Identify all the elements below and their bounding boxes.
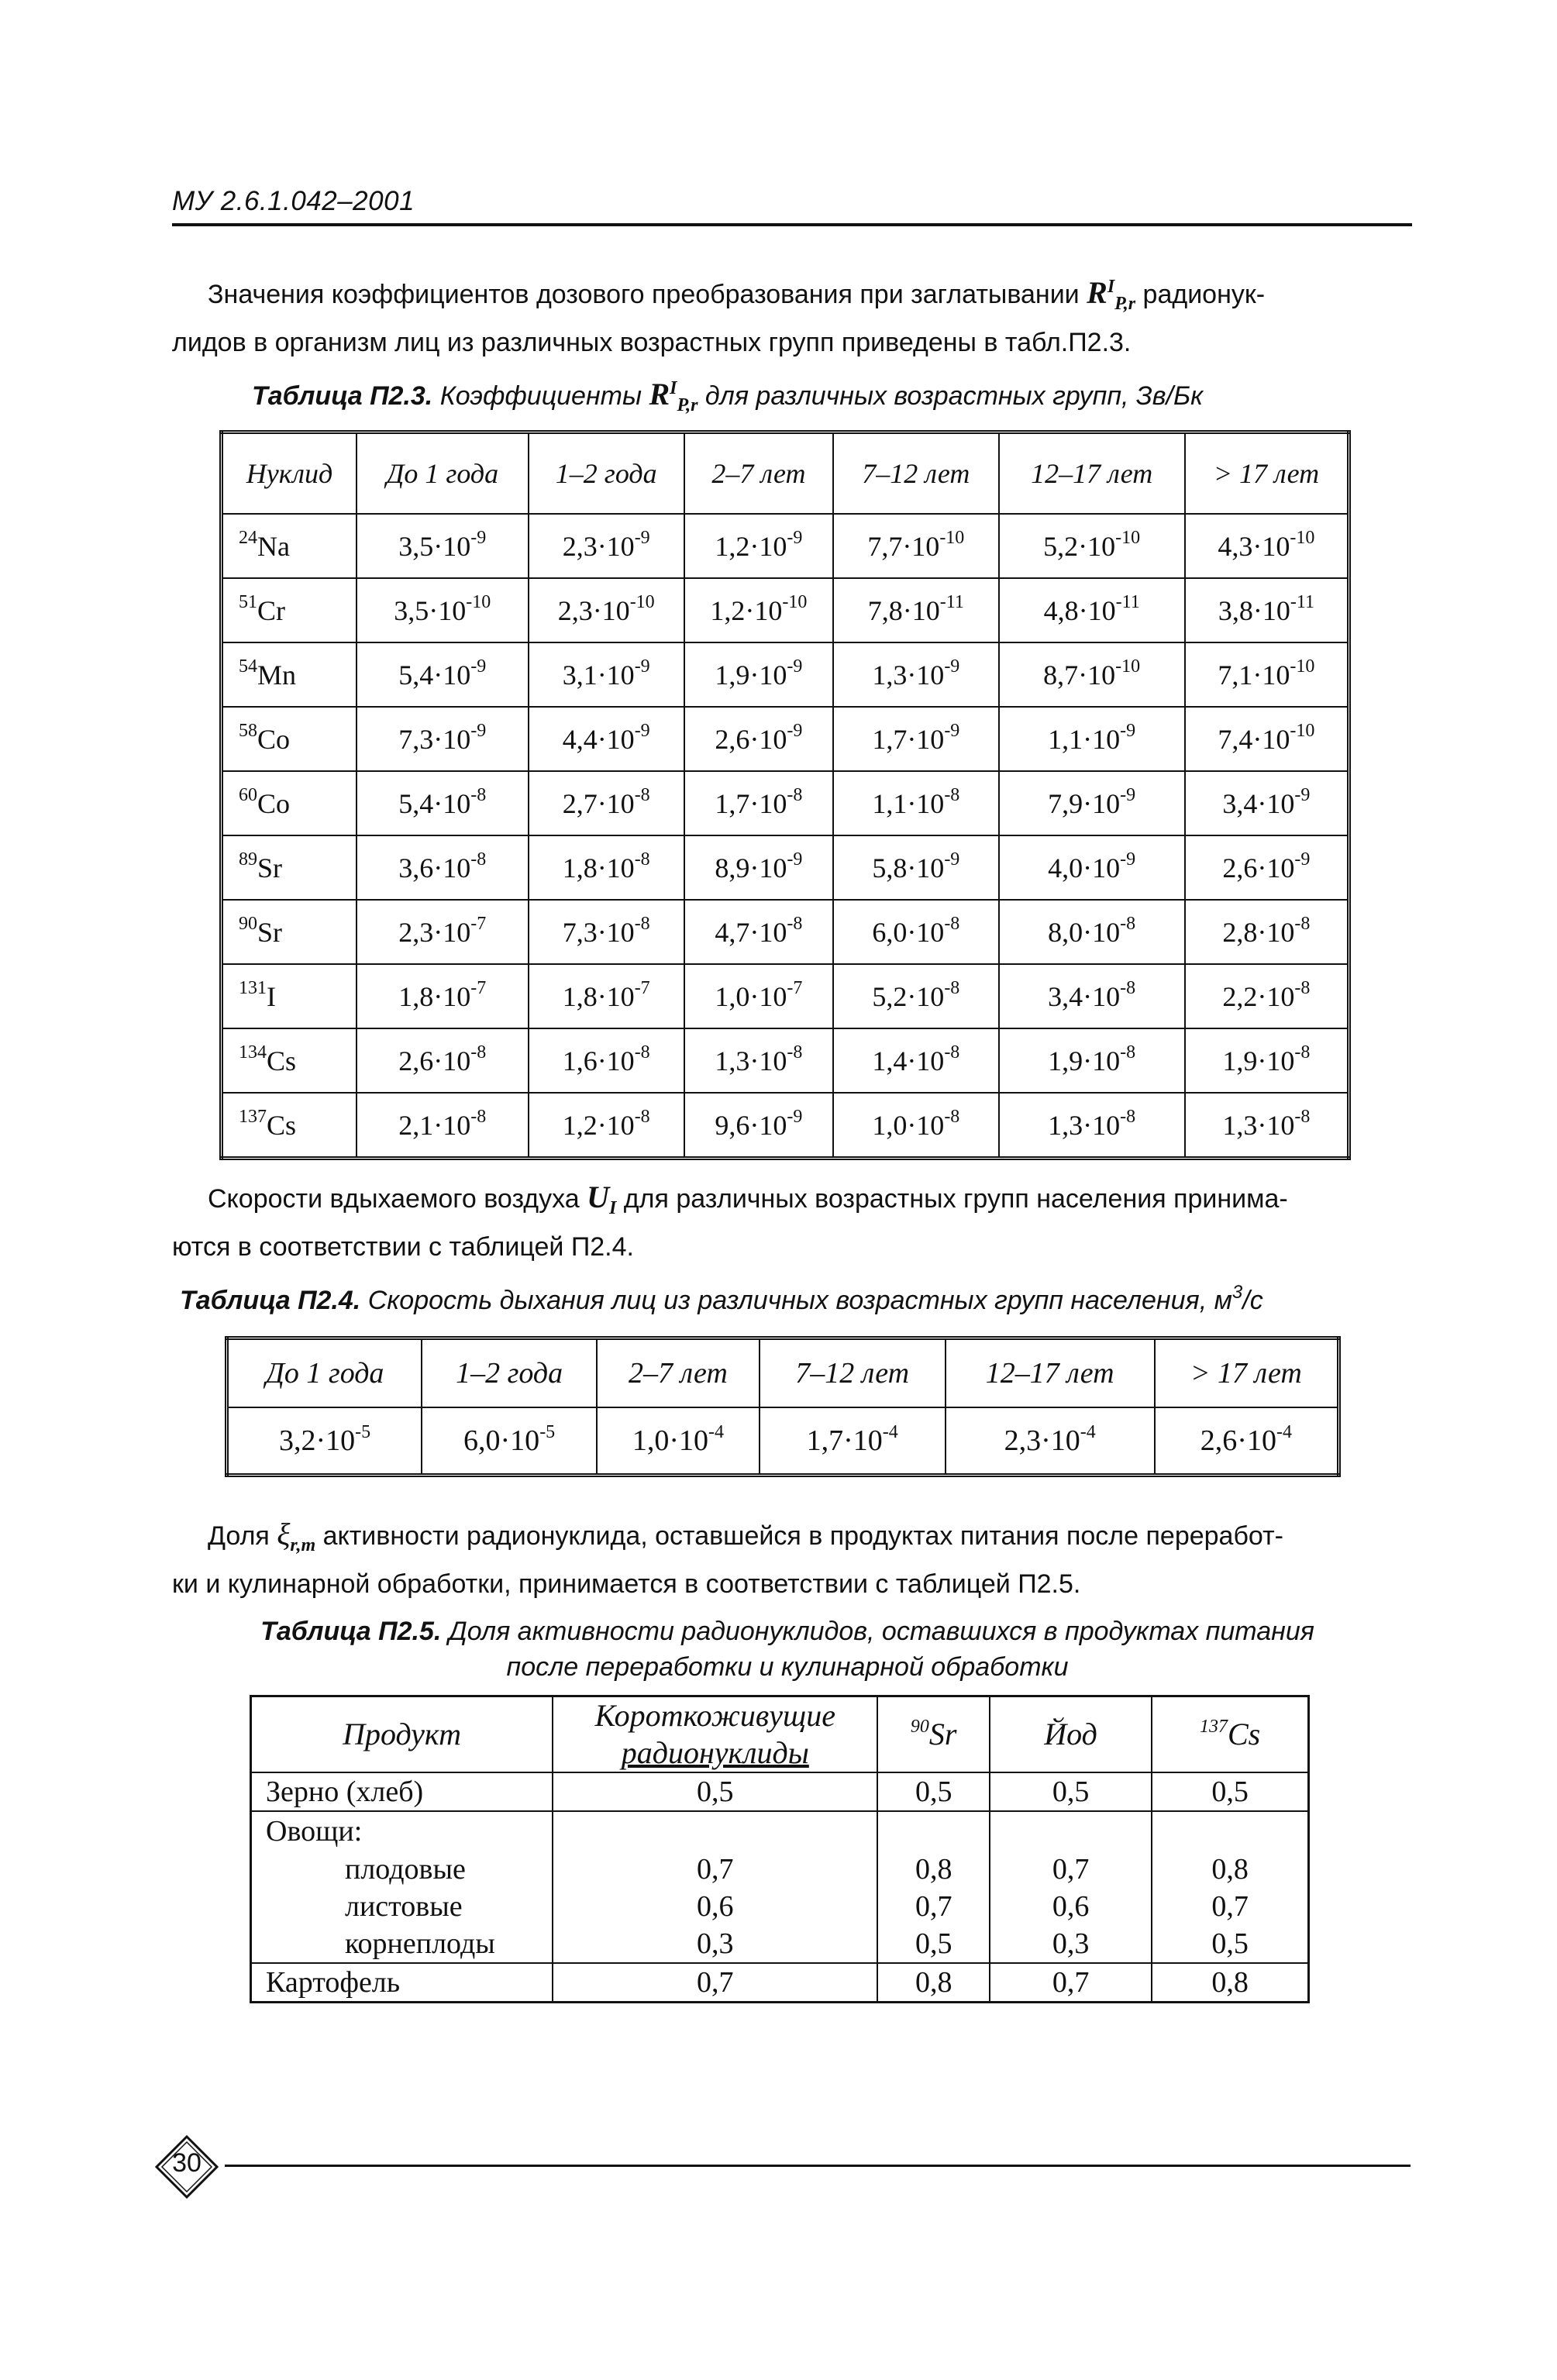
- paragraph-line: ки и кулинарной обработки, принимается в соответствии с таблицей П2.5.: [172, 1569, 1081, 1599]
- table-row: [227, 1407, 1339, 1476]
- paragraph-intro-t5: [172, 1515, 1409, 1603]
- document-code: МУ 2.6.1.042–2001: [172, 186, 415, 216]
- header-cell: До 1 года: [227, 1338, 422, 1408]
- table-cell: $2,3\cdot 10^{-9}$: [529, 514, 684, 578]
- header-cell: 7–12 лет: [833, 432, 998, 515]
- table-row: [251, 1888, 1309, 1925]
- paragraph-text: Скорости вдыхаемого воздуха: [208, 1184, 580, 1214]
- table-cell: 0,8: [877, 1963, 990, 2003]
- table-cell: $7,8\cdot 10^{-11}$: [833, 578, 998, 642]
- table-cell: $1,1\cdot 10^{-9}$: [999, 707, 1185, 771]
- table-cell: $2,2\cdot 10^{-8}$: [1185, 964, 1349, 1028]
- table-cell: 0,6: [553, 1888, 877, 1925]
- table-cell: $8,7\cdot 10^{-10}$: [999, 642, 1185, 707]
- table-cell: $7,4\cdot 10^{-10}$: [1185, 707, 1349, 771]
- table-cell: $3,5\cdot 10^{-9}$: [357, 514, 529, 578]
- table-activity-fraction: [250, 1695, 1310, 2003]
- paragraph-line: лидов в организм лиц из различных возрастных групп приведены в табл.П2.3.: [172, 328, 1132, 357]
- table-dose-coefficients: [219, 430, 1351, 1160]
- table5-caption: Таблица П2.5. Доля активности радионуклидов, оставшихся в продуктах питания после переработки и кулинарной обработки: [260, 1617, 1314, 1682]
- table-cell: 0,5: [990, 1772, 1152, 1811]
- table-cell: $1,9\cdot 10^{-8}$: [1185, 1028, 1349, 1093]
- table-cell: $8,9\cdot 10^{-9}$: [684, 835, 833, 900]
- header-cell: 12–17 лет: [999, 432, 1185, 515]
- header-cell: 2–7 лет: [597, 1338, 760, 1408]
- table-cell: [877, 1811, 990, 1851]
- header-cell: Йод: [990, 1696, 1152, 1773]
- table-row: [251, 1851, 1309, 1888]
- table-cell: 0,5: [877, 1925, 990, 1963]
- table-cell: $1,1\cdot 10^{-8}$: [833, 771, 998, 835]
- table-cell: $4,0\cdot 10^{-9}$: [999, 835, 1185, 900]
- table-row: [222, 1028, 1349, 1093]
- product-group: Овощи:: [251, 1811, 553, 1851]
- table-cell: $4,3\cdot 10^{-10}$: [1185, 514, 1349, 578]
- table-row: [222, 964, 1349, 1028]
- table-cell: $2,6\cdot 10^{-9}$: [1185, 835, 1349, 900]
- paragraph-text: активности радионуклида, оставшейся в продуктах питания после переработ-: [322, 1521, 1283, 1551]
- header-cell: Продукт: [251, 1696, 553, 1773]
- table-cell: $2,6\cdot 10^{-8}$: [357, 1028, 529, 1093]
- table-cell: $7,3\cdot 10^{-9}$: [357, 707, 529, 771]
- table4-caption: Таблица П2.4. Скорость дыхания лиц из различных возрастных групп населения, $м^3/с$: [180, 1282, 1263, 1315]
- paragraph-line: ются в соответствии с таблицей П2.4.: [172, 1232, 634, 1262]
- paragraph-text: для различных возрастных групп населения принима-: [623, 1184, 1288, 1214]
- footer-rule: [225, 2165, 1411, 2167]
- paragraph-text: Значения коэффициентов дозового преобразования при заглатывании: [208, 280, 1080, 309]
- table-cell: 0,5: [1152, 1772, 1308, 1811]
- table-cell: 0,8: [877, 1851, 990, 1888]
- header-cell: 2–7 лет: [684, 432, 833, 515]
- table3-caption: Таблица П2.3. Коэффициенты $R^I_{P,r}$ для различных возрастных групп, Зв/Бк: [252, 377, 1204, 415]
- header-cell: До 1 года: [357, 432, 529, 515]
- table-cell: $1,2\cdot 10^{-8}$: [529, 1093, 684, 1159]
- table-cell: 0,7: [877, 1888, 990, 1925]
- table-cell: $2,6\cdot 10^{-4}$: [1155, 1407, 1339, 1476]
- header-cell: $^{137}$Cs: [1152, 1696, 1308, 1773]
- table-cell: $2,7\cdot 10^{-8}$: [529, 771, 684, 835]
- table-cell: $3,1\cdot 10^{-9}$: [529, 642, 684, 707]
- table-cell: $1,8\cdot 10^{-8}$: [529, 835, 684, 900]
- table-header-row: [251, 1696, 1309, 1773]
- table-cell: 0,3: [990, 1925, 1152, 1963]
- table-cell: $8,0\cdot 10^{-8}$: [999, 900, 1185, 964]
- table-breathing-rate: [225, 1336, 1341, 1477]
- table-cell: $9,6\cdot 10^{-9}$: [684, 1093, 833, 1159]
- symbol-r: $R^I_{P,r}$: [649, 377, 698, 415]
- table-row: [251, 1925, 1309, 1963]
- table-cell: $1,9\cdot 10^{-9}$: [684, 642, 833, 707]
- symbol-xi: $\xi_{r,m}$: [277, 1517, 316, 1555]
- header-cell: Короткоживущие радионуклиды: [553, 1696, 877, 1773]
- table-cell: $1,4\cdot 10^{-8}$: [833, 1028, 998, 1093]
- table-cell: $4,4\cdot 10^{-9}$: [529, 707, 684, 771]
- header-cell: $^{90}$Sr: [877, 1696, 990, 1773]
- header-cell: 12–17 лет: [946, 1338, 1155, 1408]
- table-cell: $1,8\cdot 10^{-7}$: [529, 964, 684, 1028]
- nuclide-cell: $^{51}$Cr: [222, 578, 357, 642]
- table-cell: [553, 1811, 877, 1851]
- header-cell: > 17 лет: [1185, 432, 1349, 515]
- header-cell: 7–12 лет: [760, 1338, 946, 1408]
- table-cell: $4,8\cdot 10^{-11}$: [999, 578, 1185, 642]
- paragraph-line: [208, 1515, 1409, 1565]
- table-cell: $5,4\cdot 10^{-9}$: [357, 642, 529, 707]
- nuclide-cell: $^{90}$Sr: [222, 900, 357, 964]
- symbol-r: $R^I_{P,r}$: [1087, 275, 1136, 314]
- table-row: [251, 1963, 1309, 2003]
- table-cell: $1,7\cdot 10^{-4}$: [760, 1407, 946, 1476]
- nuclide-cell: $^{134}$Cs: [222, 1028, 357, 1093]
- table-cell: $1,0\cdot 10^{-7}$: [684, 964, 833, 1028]
- nuclide-cell: $^{58}$Co: [222, 707, 357, 771]
- table-cell: $1,9\cdot 10^{-8}$: [999, 1028, 1185, 1093]
- table-cell: 0,7: [990, 1963, 1152, 2003]
- table-cell: 0,7: [553, 1963, 877, 2003]
- table-row: [222, 771, 1349, 835]
- symbol-u: $U_I$: [587, 1180, 617, 1218]
- nuclide-cell: $^{24}$Na: [222, 514, 357, 578]
- paragraph-text: радионук-: [1142, 280, 1266, 309]
- table-cell: 0,7: [990, 1851, 1152, 1888]
- table-row: [222, 707, 1349, 771]
- header-cell: > 17 лет: [1155, 1338, 1339, 1408]
- table-cell: $1,0\cdot 10^{-8}$: [833, 1093, 998, 1159]
- table-header-row: [222, 432, 1349, 515]
- table-cell: $5,4\cdot 10^{-8}$: [357, 771, 529, 835]
- table-header-row: [227, 1338, 1339, 1408]
- table-row: [222, 900, 1349, 964]
- table-cell: $5,8\cdot 10^{-9}$: [833, 835, 998, 900]
- table-cell: 0,5: [877, 1772, 990, 1811]
- nuclide-cell: $^{131}$I: [222, 964, 357, 1028]
- header-cell: Нуклид: [222, 432, 357, 515]
- table-row: [251, 1811, 1309, 1851]
- header-cell: 1–2 года: [422, 1338, 597, 1408]
- paragraph-line: [208, 267, 1409, 323]
- paragraph-text: Доля: [208, 1521, 270, 1551]
- table-cell: $7,1\cdot 10^{-10}$: [1185, 642, 1349, 707]
- nuclide-cell: $^{54}$Mn: [222, 642, 357, 707]
- table-row: [222, 514, 1349, 578]
- nuclide-cell: $^{60}$Co: [222, 771, 357, 835]
- product-subtype: корнеплоды: [251, 1925, 553, 1963]
- table-row: [222, 578, 1349, 642]
- table-cell: [990, 1811, 1152, 1851]
- paragraph-intro-t3: [172, 267, 1409, 362]
- table-cell: $2,3\cdot 10^{-7}$: [357, 900, 529, 964]
- table-cell: [1152, 1811, 1308, 1851]
- table-cell: $1,3\cdot 10^{-8}$: [1185, 1093, 1349, 1159]
- page-number: 30: [172, 2148, 202, 2178]
- table-cell: 0,5: [553, 1772, 877, 1811]
- table-cell: $3,8\cdot 10^{-11}$: [1185, 578, 1349, 642]
- nuclide-cell: $^{89}$Sr: [222, 835, 357, 900]
- table-cell: $1,6\cdot 10^{-8}$: [529, 1028, 684, 1093]
- table-cell: $5,2\cdot 10^{-8}$: [833, 964, 998, 1028]
- table-cell: 0,7: [553, 1851, 877, 1888]
- product-subtype: листовые: [251, 1888, 553, 1925]
- table-cell: $3,2\cdot 10^{-5}$: [227, 1407, 422, 1476]
- table-cell: $3,6\cdot 10^{-8}$: [357, 835, 529, 900]
- table-cell: $1,7\cdot 10^{-8}$: [684, 771, 833, 835]
- table-cell: $1,2\cdot 10^{-9}$: [684, 514, 833, 578]
- table-cell: $2,1\cdot 10^{-8}$: [357, 1093, 529, 1159]
- table-cell: $6,0\cdot 10^{-8}$: [833, 900, 998, 964]
- table-cell: $1,3\cdot 10^{-8}$: [999, 1093, 1185, 1159]
- table-cell: $7,9\cdot 10^{-9}$: [999, 771, 1185, 835]
- product-subtype: плодовые: [251, 1851, 553, 1888]
- table-cell: $1,3\cdot 10^{-8}$: [684, 1028, 833, 1093]
- table-cell: $1,8\cdot 10^{-7}$: [357, 964, 529, 1028]
- table-row: [222, 642, 1349, 707]
- table-cell: $1,3\cdot 10^{-9}$: [833, 642, 998, 707]
- table-cell: 0,8: [1152, 1963, 1308, 2003]
- table-cell: $7,7\cdot 10^{-10}$: [833, 514, 998, 578]
- table-cell: $2,8\cdot 10^{-8}$: [1185, 900, 1349, 964]
- table-cell: 0,5: [1152, 1925, 1308, 1963]
- table-cell: $7,3\cdot 10^{-8}$: [529, 900, 684, 964]
- table-cell: 0,3: [553, 1925, 877, 1963]
- nuclide-cell: $^{137}$Cs: [222, 1093, 357, 1159]
- table-cell: $2,3\cdot 10^{-10}$: [529, 578, 684, 642]
- table-row: [251, 1772, 1309, 1811]
- table-cell: $3,4\cdot 10^{-8}$: [999, 964, 1185, 1028]
- table-cell: $5,2\cdot 10^{-10}$: [999, 514, 1185, 578]
- table-cell: $3,5\cdot 10^{-10}$: [357, 578, 529, 642]
- header-rule: [172, 223, 1412, 226]
- table-cell: $6,0\cdot 10^{-5}$: [422, 1407, 597, 1476]
- table-cell: 0,7: [1152, 1888, 1308, 1925]
- table-cell: $4,7\cdot 10^{-8}$: [684, 900, 833, 964]
- table-cell: 0,6: [990, 1888, 1152, 1925]
- table-row: [222, 835, 1349, 900]
- paragraph-intro-t4: [172, 1178, 1409, 1266]
- product-name: Зерно (хлеб): [251, 1772, 553, 1811]
- table-cell: $1,7\cdot 10^{-9}$: [833, 707, 998, 771]
- product-name: Картофель: [251, 1963, 553, 2003]
- table-cell: $1,2\cdot 10^{-10}$: [684, 578, 833, 642]
- table-cell: $2,6\cdot 10^{-9}$: [684, 707, 833, 771]
- table-row: [222, 1093, 1349, 1159]
- table-cell: $2,3\cdot 10^{-4}$: [946, 1407, 1155, 1476]
- table-cell: $1,0\cdot 10^{-4}$: [597, 1407, 760, 1476]
- table-cell: 0,8: [1152, 1851, 1308, 1888]
- table-cell: $3,4\cdot 10^{-9}$: [1185, 771, 1349, 835]
- header-cell: 1–2 года: [529, 432, 684, 515]
- paragraph-line: [208, 1178, 1409, 1228]
